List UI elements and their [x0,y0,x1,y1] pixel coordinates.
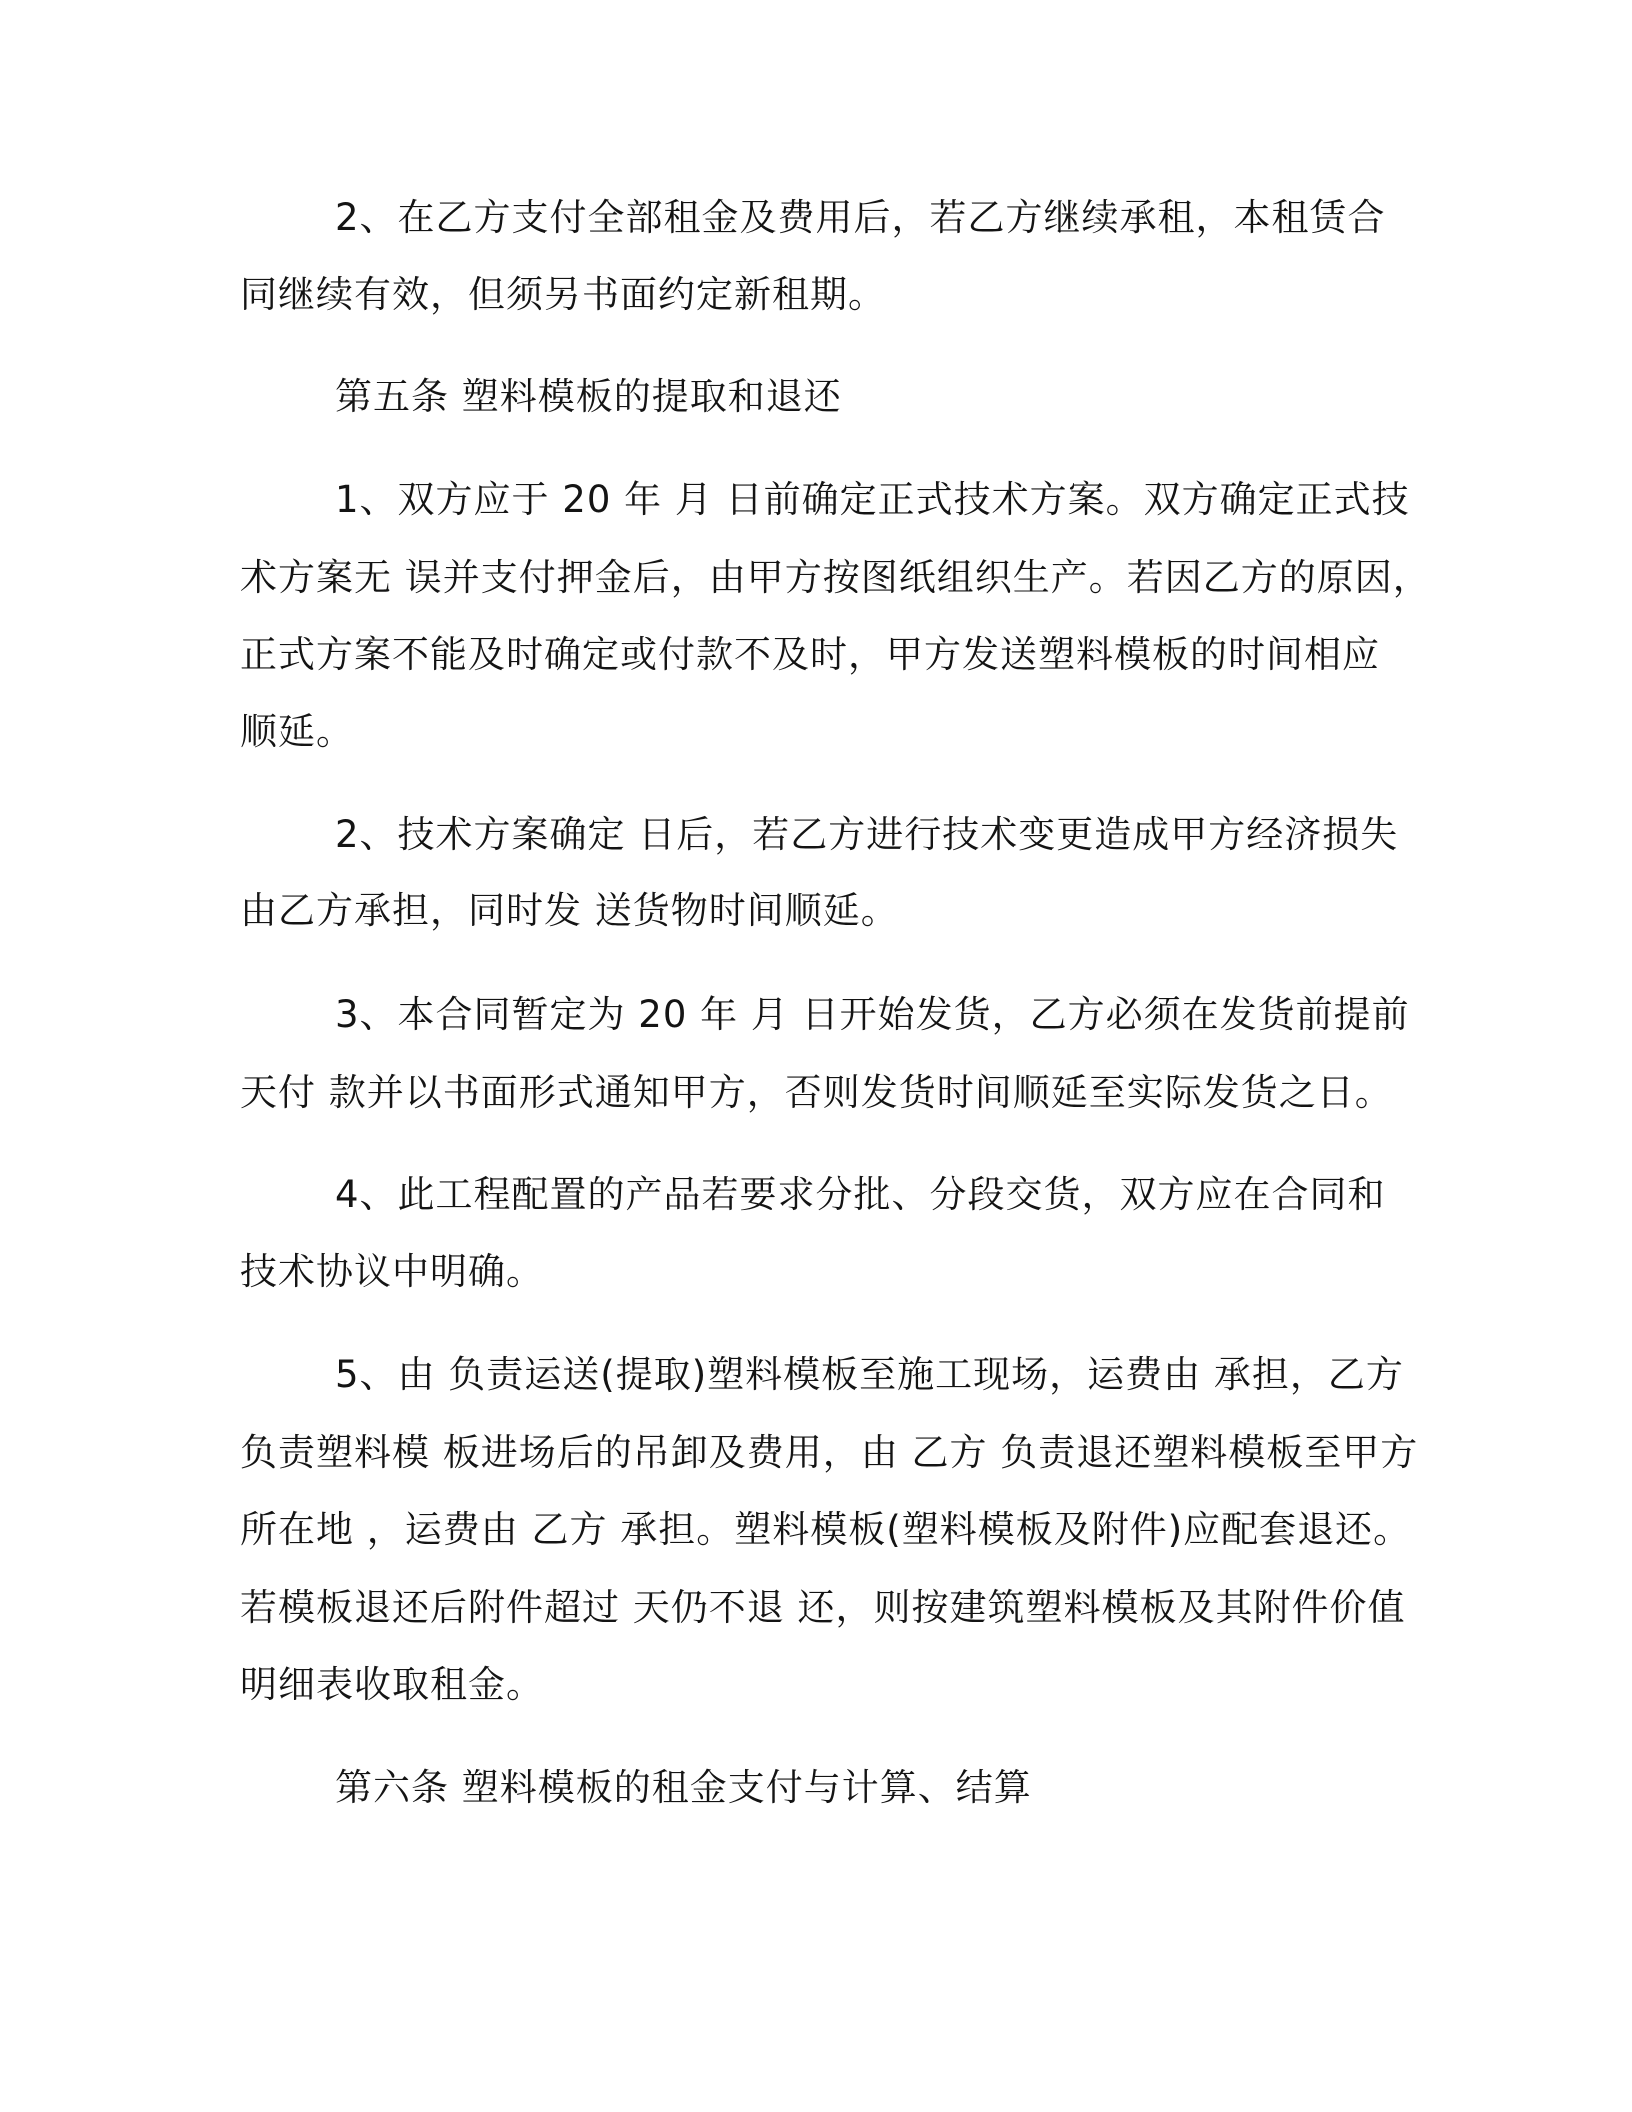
paragraph-line: 同继续有效，但须另书面约定新租期。 [240,273,886,316]
paragraph-line: 正式方案不能及时确定或付款不及时，甲方发送塑料模板的时间相应 [240,633,1380,676]
paragraph-line: 顺延。 [240,710,354,753]
section-heading-6: 第六条 塑料模板的租金支付与计算、结算 [335,1766,1032,1809]
paragraph-line: 1、双方应于 20 年 月 日前确定正式技术方案。双方确定正式技 [335,478,1410,521]
paragraph-line: 负责塑料模 板进场后的吊卸及费用，由 乙方 负责退还塑料模板至甲方 [240,1431,1419,1474]
paragraph-line: 天付 款并以书面形式通知甲方，否则发货时间顺延至实际发货之日。 [240,1071,1393,1114]
paragraph-line: 5、由 负责运送(提取)塑料模板至施工现场，运费由 承担，乙方 [335,1353,1404,1396]
paragraph-line: 明细表收取租金。 [240,1663,544,1706]
paragraph-line: 2、技术方案确定 日后，若乙方进行技术变更造成甲方经济损失 [335,813,1399,856]
paragraph-line: 若模板退还后附件超过 天仍不退 还，则按建筑塑料模板及其附件价值 [240,1586,1406,1629]
paragraph-line: 术方案无 误并支付押金后，由甲方按图纸组织生产。若因乙方的原因， [240,556,1431,599]
paragraph-line: 所在地 ，运费由 乙方 承担。塑料模板(塑料模板及附件)应配套退还。 [240,1508,1412,1551]
paragraph-line: 由乙方承担，同时发 送货物时间顺延。 [240,889,899,932]
paragraph-line: 2、在乙方支付全部租金及费用后，若乙方继续承租，本租赁合 [335,196,1386,239]
paragraph-line: 3、本合同暂定为 20 年 月 日开始发货，乙方必须在发货前提前 [335,993,1410,1036]
section-heading-5: 第五条 塑料模板的提取和退还 [335,375,842,418]
paragraph-line: 4、此工程配置的产品若要求分批、分段交货，双方应在合同和 [335,1173,1386,1216]
paragraph-line: 技术协议中明确。 [240,1250,544,1293]
